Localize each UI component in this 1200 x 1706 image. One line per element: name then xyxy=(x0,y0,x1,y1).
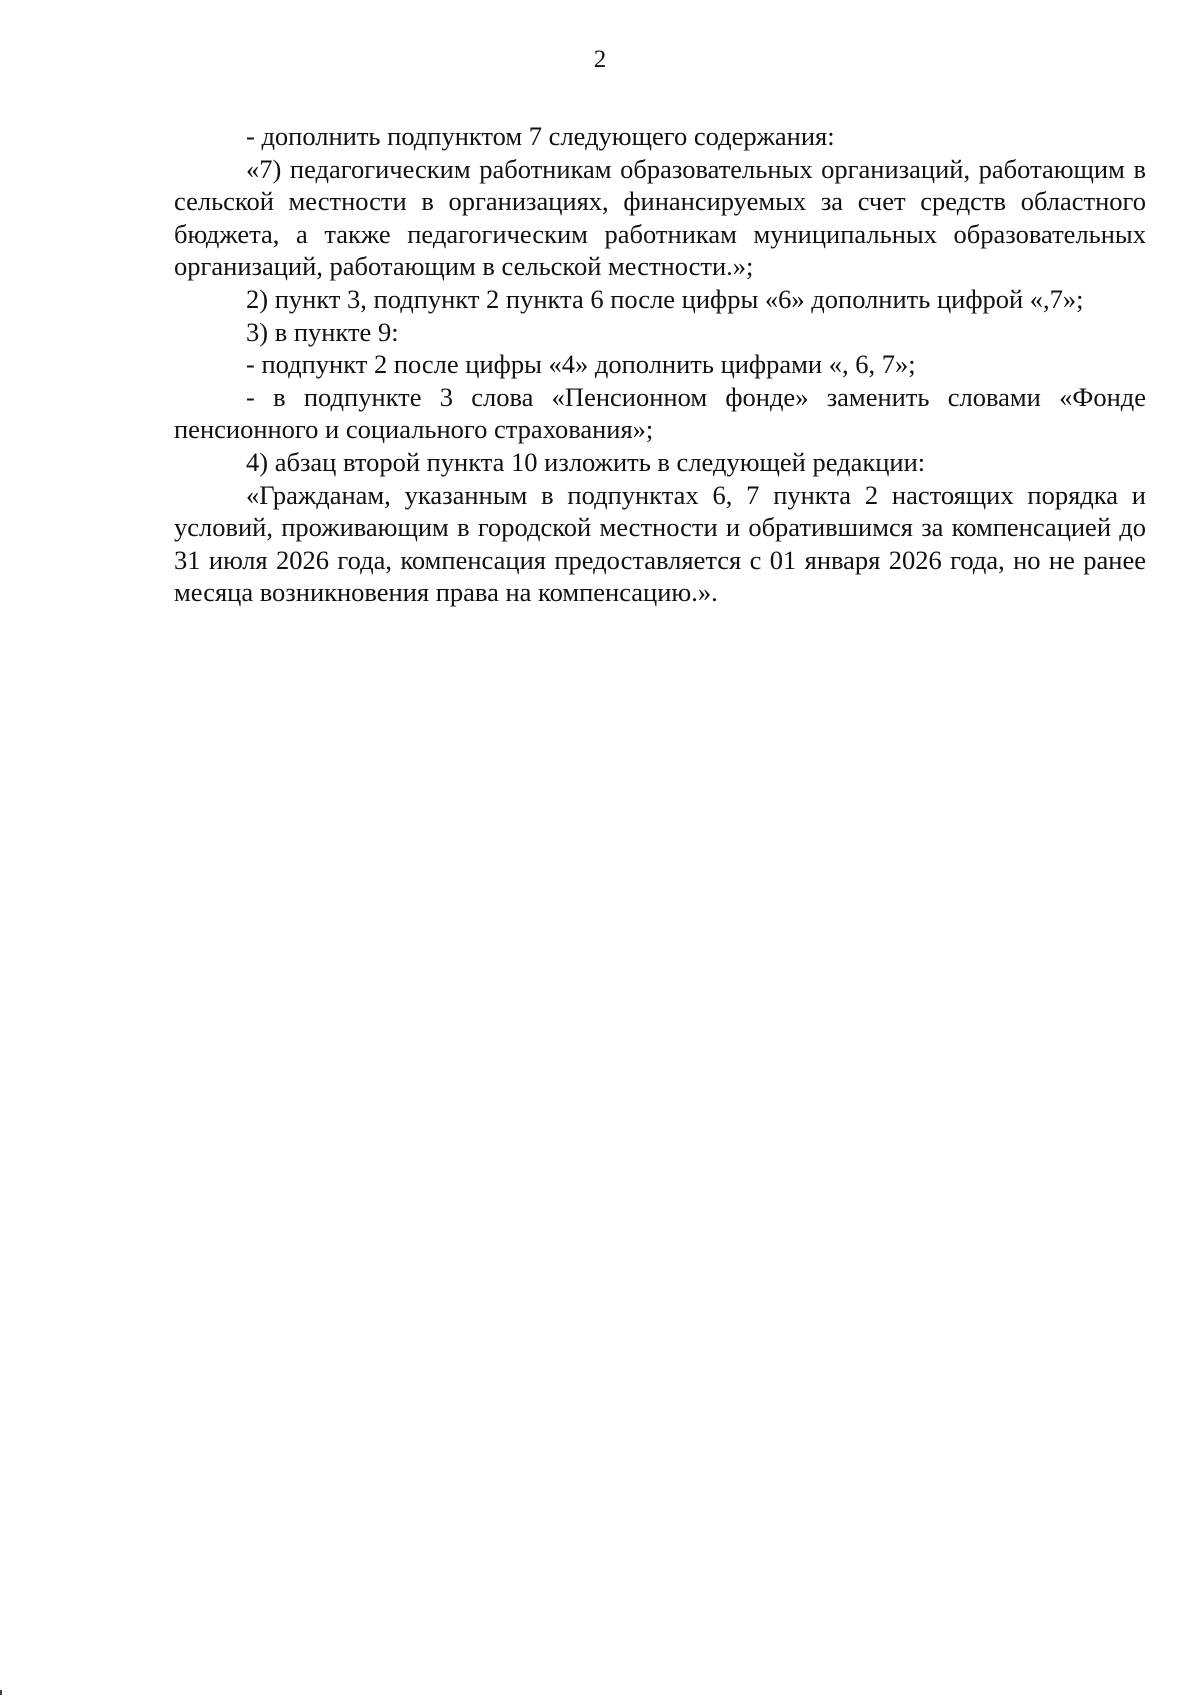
page-number: 2 xyxy=(593,46,607,73)
scan-edge-mark xyxy=(0,1690,2,1695)
paragraph-add-subitem-7: - дополнить подпунктом 7 следующего содержания: xyxy=(246,121,835,151)
paragraph-item-4: 4) абзац второй пункта 10 изложить в следующей редакции: xyxy=(246,446,926,477)
paragraph-subitem-3-words: - в подпункте 3 слова «Пенсионном фонде» заменить словами «Фонде пенсионного и социального страхования»; xyxy=(174,381,1146,445)
paragraph-subitem-7-text: «7) педагогическим работникам образовательных организаций, работающим в сельской местности в организациях, финансируемых за счет средств областного бюджета, а также педагогическим работникам муниципальных образовательных организаций, работающим в сельской местности.»; xyxy=(174,153,1146,282)
document-body xyxy=(174,120,1146,609)
paragraph-new-wording: «Гражданам, указанным в подпунктах 6, 7 пункта 2 настоящих порядка и условий, проживающим в городской местности и обратившимся за компенсацией до 31 июля 2026 года, компенсация предоставляется с 01 января 2026 года, но не ранее месяца возникновения права на компенсацию.». xyxy=(174,479,1146,608)
paragraph-item-3: 3) в пункте 9: xyxy=(246,316,399,347)
paragraph-item-2: 2) пункт 3, подпункт 2 пункта 6 после цифры «6» дополнить цифрой «,7»; xyxy=(246,283,1084,314)
paragraph-subitem-2-digits: - подпункт 2 после цифры «4» дополнить цифрами «, 6, 7»; xyxy=(246,349,916,380)
